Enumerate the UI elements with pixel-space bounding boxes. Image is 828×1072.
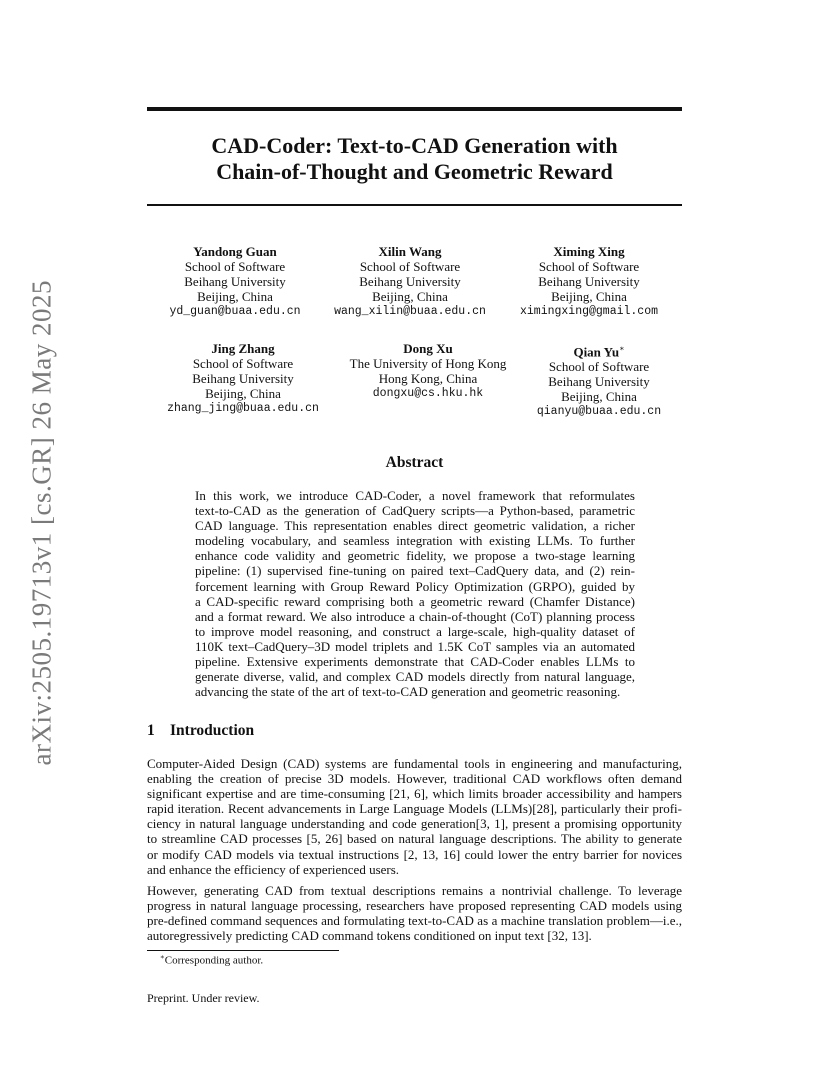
text-line: enhance code validity and geometric fidelity, we propose a two-stage learning	[195, 548, 635, 564]
author-email: zhang_jing@buaa.edu.cn	[167, 402, 319, 415]
section-number: 1	[147, 722, 155, 739]
text-line: autoregressively predicting CAD command tokens conditioned on input text [32, 13].	[147, 928, 592, 944]
author-location: Beijing, China	[372, 289, 448, 304]
text-line: rapid iteration. Recent advancements in Large Language Models (LLMs)[28], particularly their profi-	[147, 801, 682, 817]
author-block	[135, 244, 335, 319]
text-line: pipeline: (1) supervised fine-tuning on paired text–CadQuery data, and (2) rein-	[195, 563, 635, 579]
author-affiliation: Hong Kong, China	[378, 371, 478, 386]
author-affiliation: Beihang University	[538, 274, 640, 289]
author-email: ximingxing@gmail.com	[519, 305, 659, 318]
author-email: wang_xilin@buaa.edu.cn	[334, 305, 486, 318]
text-line: to improve model reasoning, and construct a large-scale, high-quality dataset of	[195, 623, 635, 639]
author-block	[499, 341, 699, 419]
arxiv-identifier: arXiv:2505.19713v1 [cs.GR] 26 May 2025	[26, 280, 57, 766]
author-affiliation: School of Software	[192, 356, 294, 371]
author-affiliation: School of Software	[184, 259, 286, 274]
abstract-body	[195, 488, 635, 699]
title-line: CAD-Coder: Text-to-CAD Generation with	[211, 133, 618, 158]
text-line: 110K text–CadQuery–3D model triplets and 1.5K CoT samples via an automated	[195, 638, 635, 654]
text-line: advancing the state of the art of text-to-CAD generation and geometric reasoning.	[195, 684, 621, 700]
text-line: to streamline CAD processes [5, 26] based on natural language descriptions. The ability to generate	[147, 831, 682, 847]
author-email: dongxu@cs.hku.hk	[372, 387, 484, 400]
intro-paragraph	[147, 883, 682, 943]
text-line: or modify CAD models via textual instructions [2, 13, 16] could lower the entry barrier for novices	[147, 846, 682, 862]
author-name: Dong Xu	[403, 341, 453, 356]
text-line: CAD language. This representation enables direct geometric validation, a richer	[195, 518, 635, 534]
footnote-rule	[147, 950, 339, 951]
text-line: forcement learning with Group Reward Policy Optimization (GRPO), guided by	[195, 578, 635, 594]
text-line: pipeline. Extensive experiments demonstrate that CAD-Coder enables LLMs to	[195, 654, 635, 670]
abstract-heading: Abstract	[385, 454, 444, 471]
author-affiliation: The University of Hong Kong	[349, 356, 507, 371]
footnote-mark: ∗	[160, 953, 165, 961]
text-line: Computer-Aided Design (CAD) systems are fundamental tools in engineering and manufacturing,	[147, 756, 682, 771]
author-name	[499, 341, 699, 359]
author-block	[143, 341, 343, 416]
corresponding-mark: ∗	[619, 344, 625, 353]
text-line: progress in natural language processing, researchers have proposed representing CAD models using	[147, 898, 682, 914]
author-affiliation: Beihang University	[548, 374, 650, 390]
text-line: However, generating CAD from textual descriptions remains a nontrivial challenge. To leverage	[147, 883, 682, 898]
author-affiliation: School of Software	[359, 259, 461, 274]
author-name-text: Qian Yu	[573, 344, 620, 360]
text-line: enabling the creation of precise 3D models. However, traditional CAD workflows often demand	[147, 771, 682, 787]
text-line: generate diverse, valid, and complex CAD models directly from natural language,	[195, 669, 635, 685]
text-line: a CAD-specific reward comprising both a geometric reward (Chamfer Distance)	[195, 593, 635, 609]
text-line: significant expertise and are time-consuming [21, 6], which limits broader accessibility and hampers	[147, 786, 682, 802]
author-name: Yandong Guan	[193, 244, 277, 259]
intro-paragraph	[147, 756, 682, 877]
section-heading	[147, 722, 254, 740]
title-rule-bottom	[147, 204, 682, 206]
text-line: modeling vocabulary, and seamless integration with existing LLMs. To further	[195, 533, 635, 549]
author-affiliation: Beihang University	[359, 274, 461, 289]
footnote-text: Corresponding author.	[164, 954, 264, 967]
author-affiliation: School of Software	[548, 359, 650, 375]
section-title: Introduction	[170, 722, 255, 739]
author-affiliation: Beihang University	[184, 274, 286, 289]
preprint-note: Preprint. Under review.	[147, 991, 260, 1005]
author-block	[310, 244, 510, 319]
author-email: yd_guan@buaa.edu.cn	[169, 305, 301, 318]
text-line: In this work, we introduce CAD-Coder, a novel framework that reformulates	[195, 488, 635, 503]
author-name: Xilin Wang	[378, 244, 442, 259]
text-line: ciency in natural language understanding and code generation[3, 1], present a promising opportunity	[147, 816, 682, 832]
title-rule-top	[147, 107, 682, 111]
author-location: Beijing, China	[561, 389, 637, 405]
text-line: and a format reward. We also introduce a chain-of-thought (CoT) planning process	[195, 608, 635, 624]
text-line: text-to-CAD as the generation of CadQuery scripts—a Python-based, parametric	[195, 503, 635, 519]
footnote	[160, 953, 263, 967]
author-block	[328, 341, 528, 401]
author-affiliation: School of Software	[538, 259, 640, 274]
author-name: Jing Zhang	[211, 341, 275, 356]
author-location: Beijing, China	[551, 289, 627, 304]
author-name: Ximing Xing	[553, 244, 625, 259]
author-location: Beijing, China	[205, 386, 281, 401]
text-line: and enhance the efficiency of experienced users.	[147, 861, 400, 877]
author-block	[489, 244, 689, 319]
author-affiliation: Beihang University	[192, 371, 294, 386]
paper-title	[147, 133, 682, 185]
title-line: Chain-of-Thought and Geometric Reward	[216, 159, 613, 184]
author-email: qianyu@buaa.edu.cn	[536, 405, 662, 419]
text-line: pre-defined command sequences and formulating text-to-CAD as a machine translation problem—i.e.,	[147, 913, 682, 929]
author-location: Beijing, China	[197, 289, 273, 304]
